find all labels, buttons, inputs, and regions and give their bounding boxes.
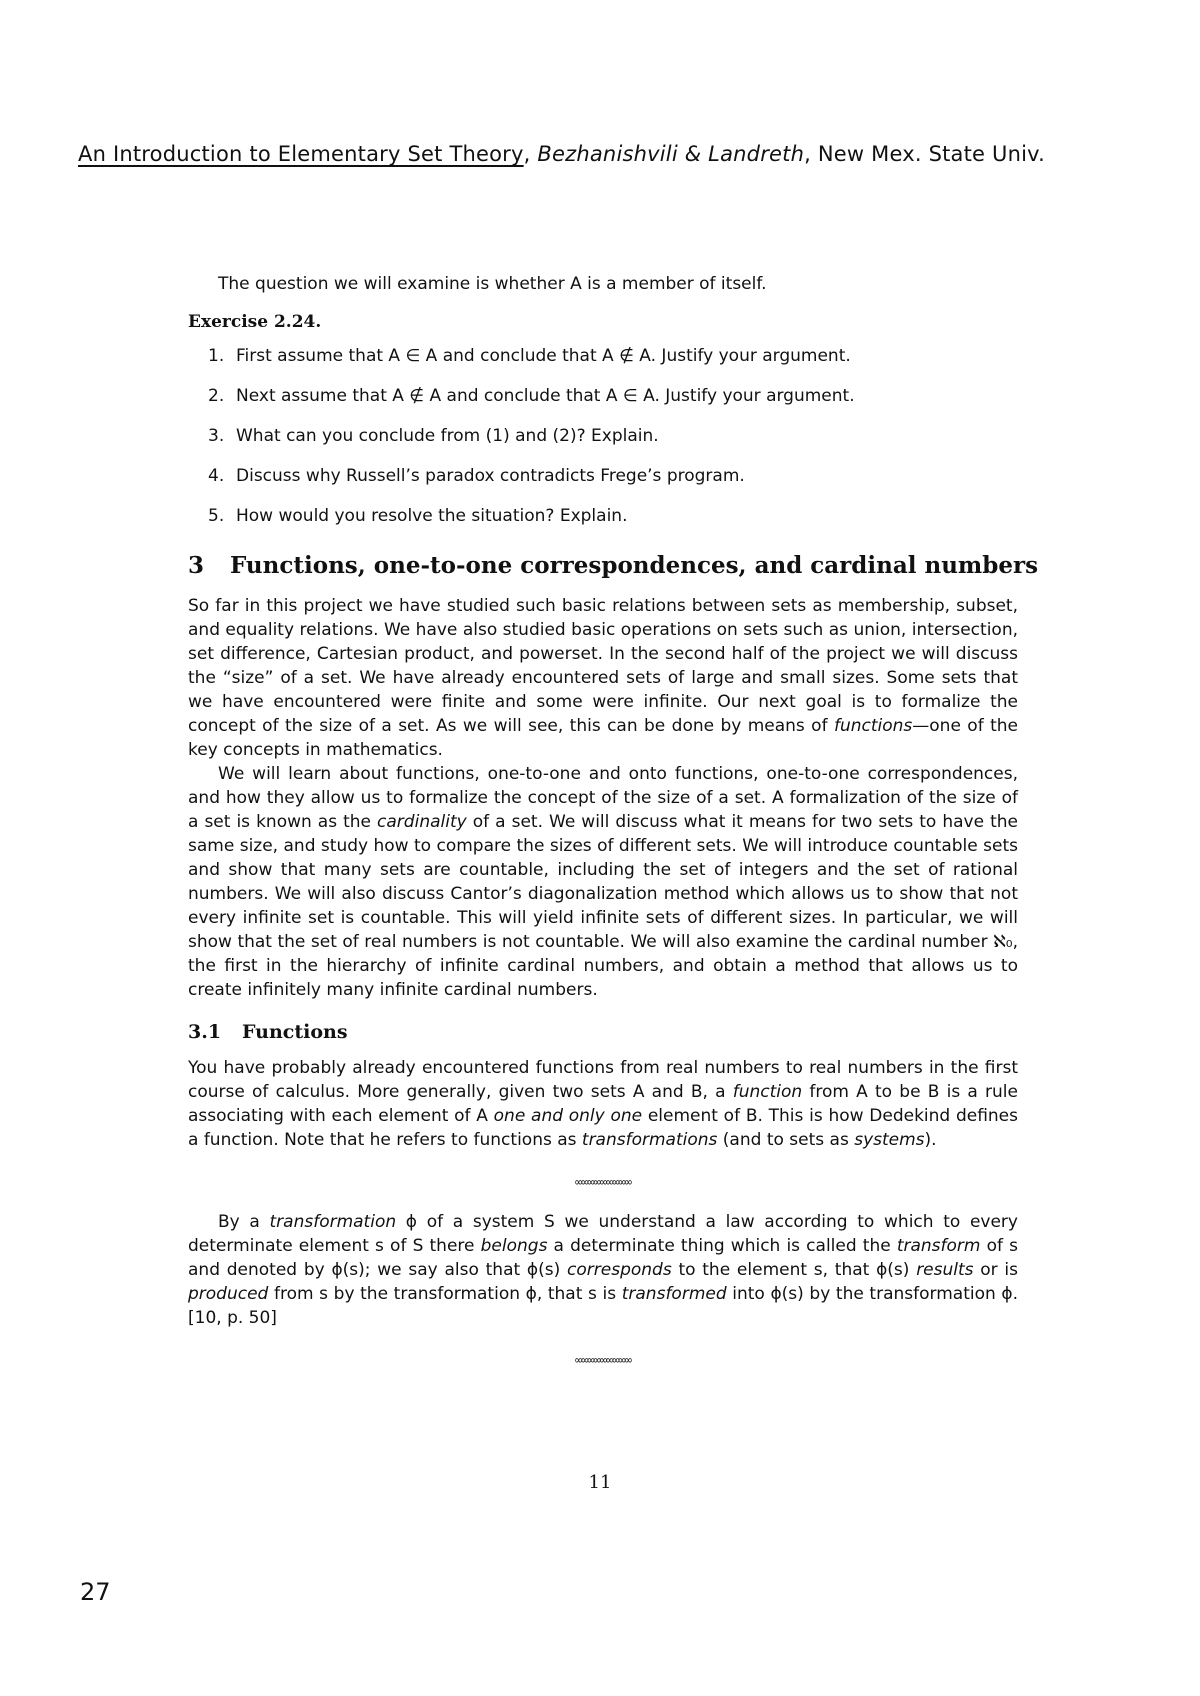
list-item-number: 3. (208, 426, 225, 446)
section-title: Functions, one-to-one correspondences, and cardinal numbers (230, 552, 1039, 579)
list-item-number: 1. (208, 346, 225, 366)
emphasis: belongs (480, 1236, 548, 1256)
list-item-number: 5. (208, 506, 225, 526)
list-item-text: What can you conclude from (1) and (2)? Explain. (236, 426, 659, 446)
text-run: a determinate thing which is called the (547, 1236, 897, 1256)
exercise-list (188, 344, 1018, 528)
subsection-title: Functions (242, 1021, 348, 1043)
text-run: from s by the transformation ϕ, that s is (268, 1284, 622, 1304)
header-title: An Introduction to Elementary Set Theory (78, 142, 524, 166)
header-separator: , (804, 142, 818, 166)
emphasis: transformed (621, 1284, 727, 1304)
emphasis: cardinality (377, 812, 467, 832)
quote-divider-top: ∞∞∞∞∞∞∞∞∞ (574, 1175, 632, 1189)
list-item-text: Discuss why Russell’s paradox contradicts Frege’s program. (236, 466, 745, 486)
intro-paragraph: The question we will examine is whether A is a member of itself. (218, 274, 767, 294)
emphasis: one and only one (493, 1106, 643, 1126)
text-run: element of B. This is how Dedekind defines a function. Note that he refers to functions as (188, 1106, 1018, 1150)
header-authors: Bezhanishvili & Landreth (537, 142, 805, 166)
emphasis: systems (854, 1130, 925, 1150)
exercise-title: Exercise 2.24. (188, 312, 322, 332)
list-item (208, 344, 1018, 368)
text-run: So far in this project we have studied such basic relations between sets as membership, subset, and equality relations. We have also studied basic operations on sets such as union, intersection, set difference, Cartesian product, and powerset. In the second half of the project we will discuss the “size” of a set. We have already encountered sets of large and small sizes. Some sets that we have encountered were finite and some were infinite. Our next goal is to formalize the concept of the size of a set. As we will see, this can be done by means of (188, 596, 1018, 736)
text-run: —one of the key concepts in mathematics. (188, 716, 1018, 760)
list-item-text: First assume that A ∈ A and conclude that A ∉ A. Justify your argument. (236, 346, 851, 366)
text-run: ). (924, 1130, 937, 1150)
emphasis: transformation (269, 1212, 397, 1232)
page-number: 11 (588, 1472, 612, 1493)
section-number: 3 (188, 552, 205, 579)
quote-divider-bottom: ∞∞∞∞∞∞∞∞∞ (574, 1353, 632, 1367)
text-run: ϕ of a system S we understand a law according to which to every determinate element s of S there (188, 1212, 1018, 1256)
running-header (78, 142, 1045, 166)
header-institution: New Mex. State Univ. (817, 142, 1046, 166)
section-heading (188, 552, 1039, 579)
list-item (208, 424, 1018, 448)
corner-page-label: 27 (80, 1578, 111, 1606)
section-paragraph-2 (188, 762, 1018, 1002)
text-run: (and to sets as (717, 1130, 855, 1150)
text-run: from A to be B is a rule associating with each element of A (188, 1082, 1018, 1126)
emphasis: transformations (581, 1130, 718, 1150)
emphasis: corresponds (567, 1260, 672, 1280)
subsection-heading (188, 1020, 1018, 1044)
list-item (208, 504, 1018, 528)
text-run: of a set. We will discuss what it means for two sets to have the same size, and study how to compare the sizes of different sets. We will introduce countable sets and show that many sets are countable, including the set of integers and the set of rational numbers. We will also discuss Cantor’s diagonalization method which allows us to show that not every infinite set is countable. This will yield infinite sets of different sizes. In particular, we will show that the set of real numbers is not countable. We will also examine the cardinal number ℵ₀, the first in the hierarchy of infinite cardinal numbers, and obtain a method that allows us to create infinitely many infinite cardinal numbers. (188, 812, 1018, 1000)
list-item (208, 464, 1018, 488)
header-separator: , (523, 142, 538, 166)
text-run: By a (218, 1212, 270, 1232)
page-body (188, 272, 1039, 1388)
list-item-text: Next assume that A ∉ A and conclude that A ∈ A. Justify your argument. (236, 386, 855, 406)
subsection-number: 3.1 (188, 1021, 222, 1043)
dedekind-quote (188, 1210, 1018, 1330)
text-run: We will learn about functions, one-to-one and onto functions, one-to-one correspondences, and how they allow us to formalize the concept of the size of a set. A formalization of the size of a set is known as the (188, 764, 1018, 832)
emphasis: functions (833, 716, 913, 736)
emphasis: function (732, 1082, 803, 1102)
emphasis: produced (188, 1284, 269, 1304)
emphasis: transform (896, 1236, 981, 1256)
text-run: to the element s, that ϕ(s) (671, 1260, 917, 1280)
text-run: or is (973, 1260, 1019, 1280)
text-run: into ϕ(s) by the transformation ϕ. [10, p. 50] (188, 1284, 1019, 1328)
subsection-paragraph (188, 1056, 1018, 1152)
list-item (208, 384, 1018, 408)
list-item-number: 4. (208, 466, 225, 486)
text-run: You have probably already encountered functions from real numbers to real numbers in the first course of calculus. More generally, given two sets A and B, a (188, 1058, 1018, 1102)
list-item-number: 2. (208, 386, 225, 406)
emphasis: results (916, 1260, 974, 1280)
section-paragraph-1 (188, 594, 1018, 762)
text-run: of s and denoted by ϕ(s); we say also that ϕ(s) (188, 1236, 1018, 1280)
list-item-text: How would you resolve the situation? Explain. (236, 506, 628, 526)
